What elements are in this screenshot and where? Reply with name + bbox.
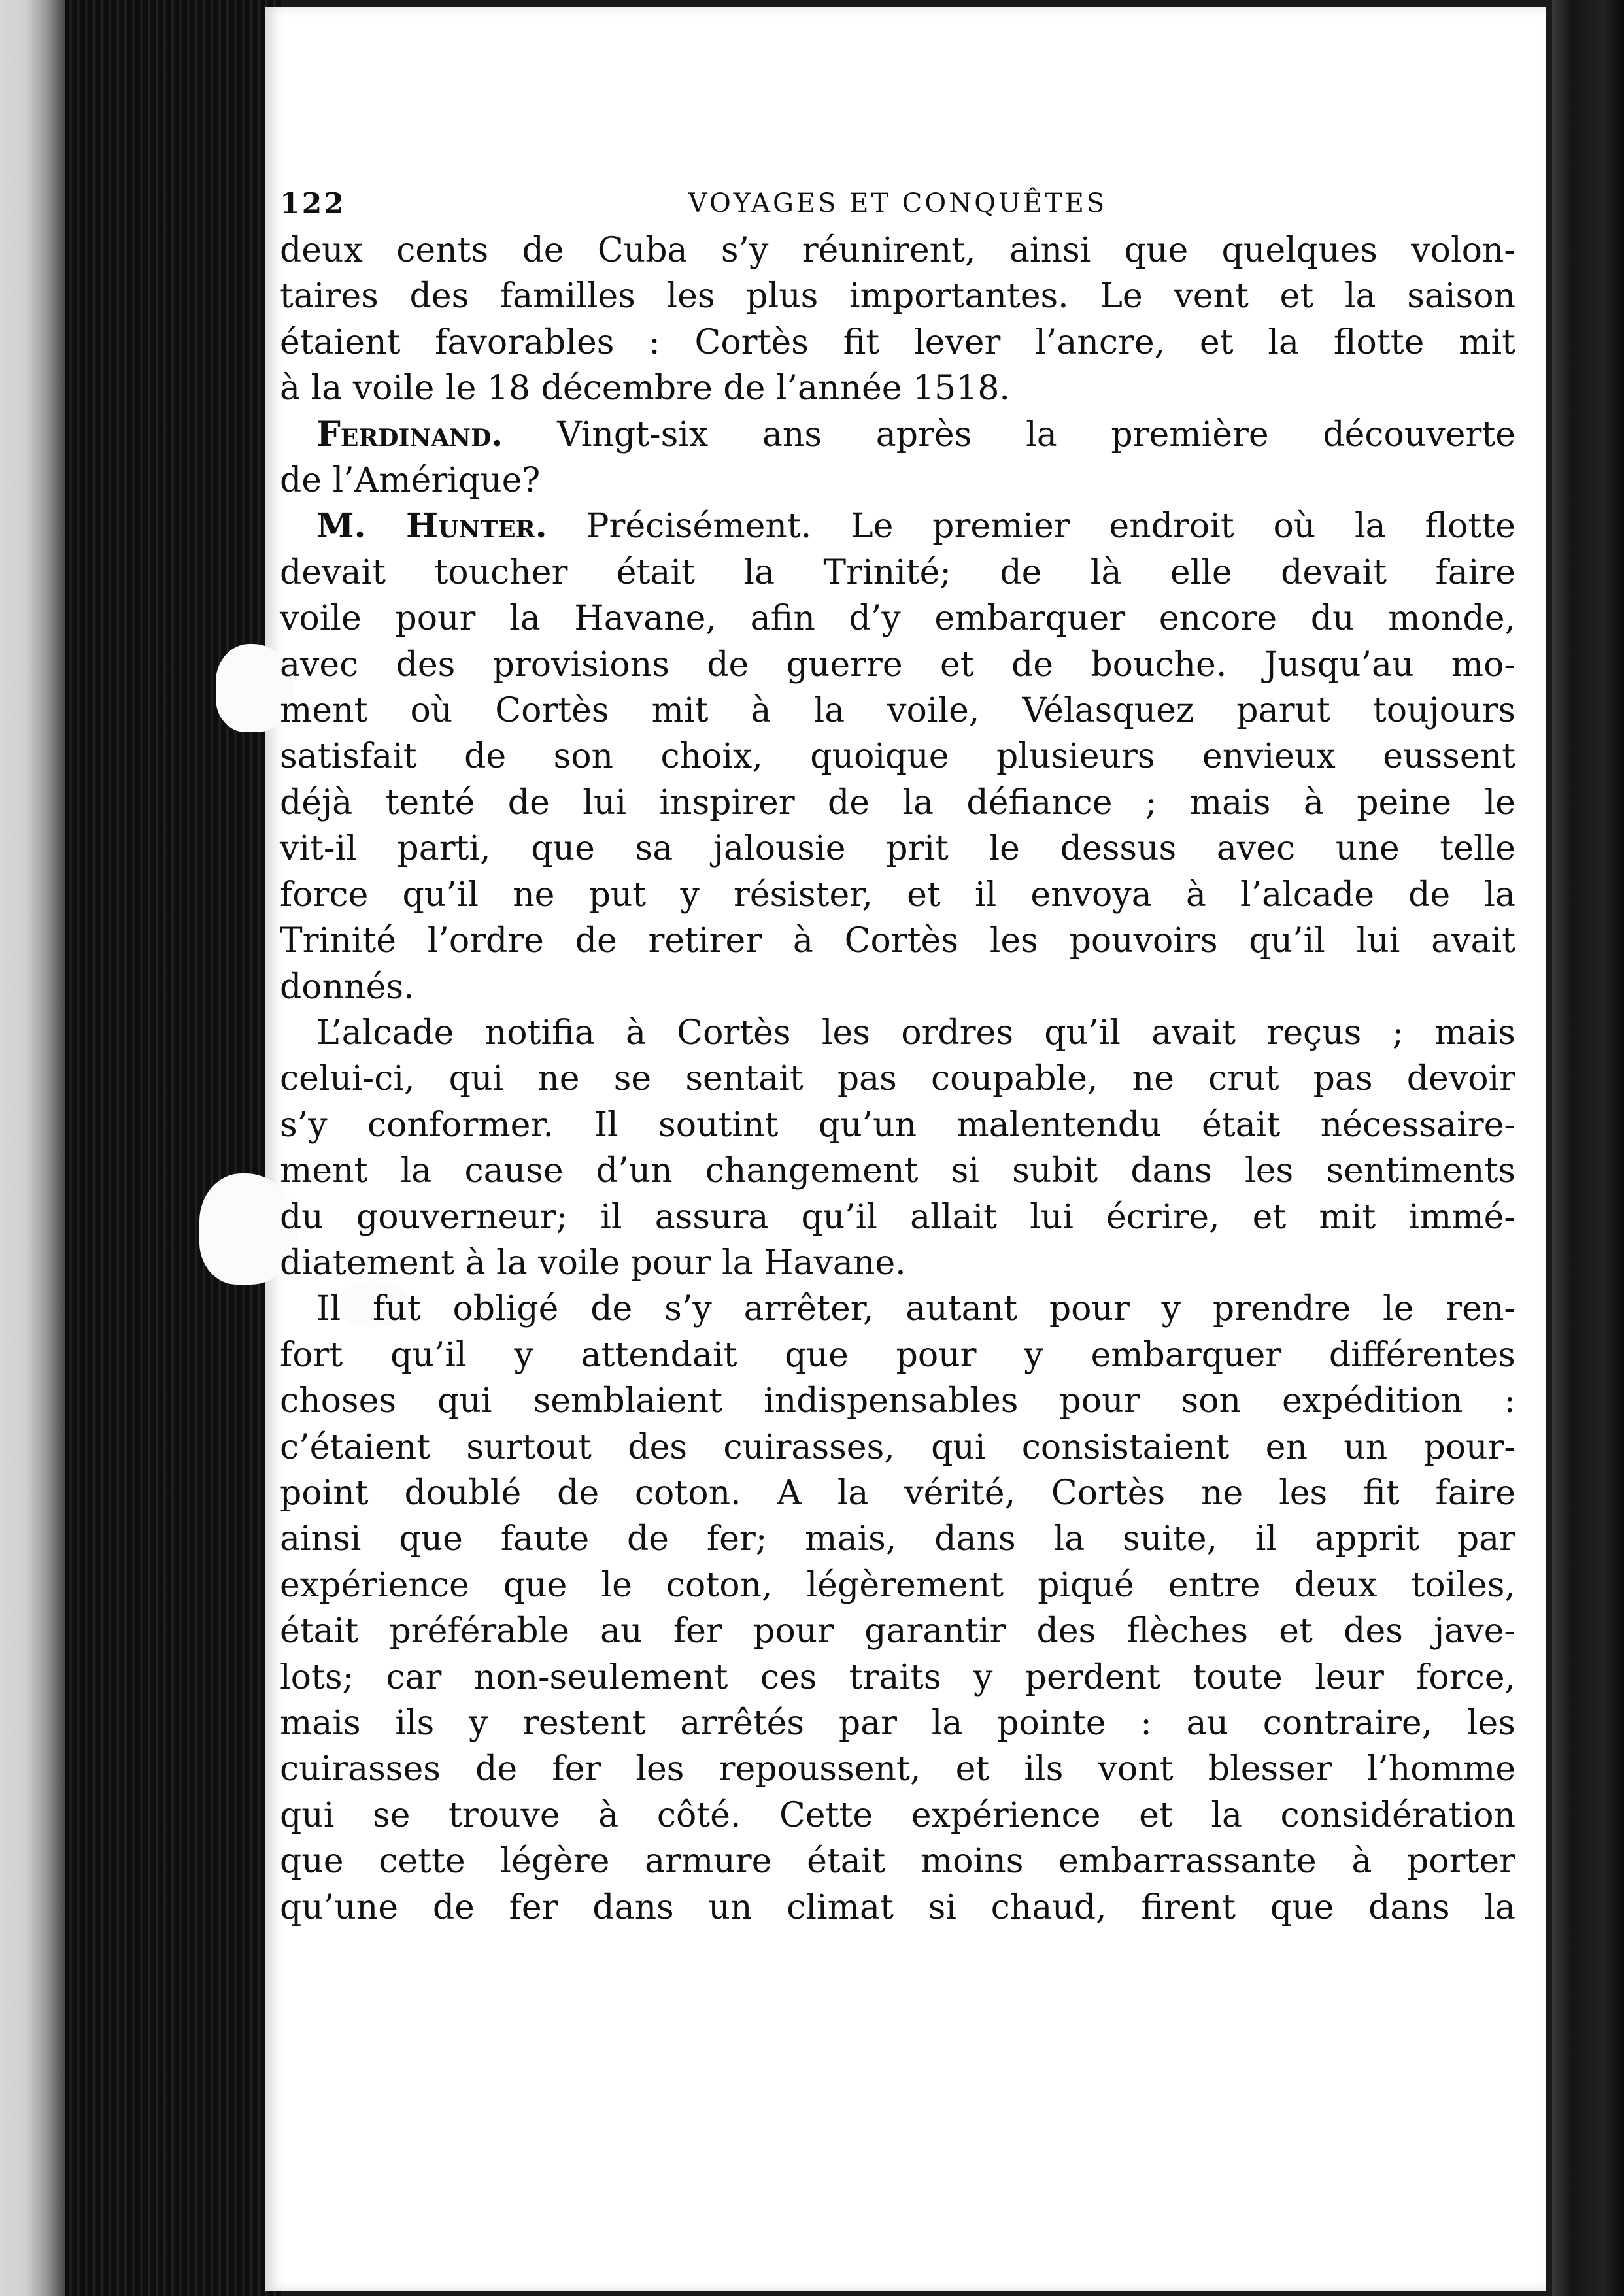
text-run: Précisément. Le premier endroit où la flotte bbox=[547, 507, 1515, 547]
text-line: qui se trouve à côté. Cette expérience et la considération bbox=[280, 1795, 1515, 1835]
text-line: était préférable au fer pour garantir des flèches et des jave- bbox=[280, 1612, 1515, 1651]
text-line: Trinité l’ordre de retirer à Cortès les pouvoirs qu’il lui avait bbox=[280, 921, 1515, 961]
text-line: donnés. bbox=[280, 967, 414, 1007]
text-line: à la voile le 18 décembre de l’année 1518. bbox=[280, 369, 1010, 409]
paragraph bbox=[280, 1010, 1515, 1286]
text-line: de l’Amérique? bbox=[280, 461, 541, 501]
paragraph bbox=[280, 503, 1515, 1009]
text-line bbox=[280, 412, 1515, 458]
paragraph bbox=[280, 228, 1515, 412]
text-line: point doublé de coton. A la vérité, Cortès ne les fit faire bbox=[280, 1473, 1515, 1513]
text-line: mais ils y restent arrêtés par la pointe : au contraire, les bbox=[280, 1704, 1515, 1743]
text-line: ainsi que faute de fer; mais, dans la suite, il apprit par bbox=[280, 1519, 1515, 1559]
text-line: deux cents de Cuba s’y réunirent, ainsi que quelques volon- bbox=[280, 231, 1515, 270]
text-line: lots; car non-seulement ces traits y perdent toute leur force, bbox=[280, 1657, 1515, 1697]
text-line: que cette légère armure était moins embarrassante à porter bbox=[280, 1842, 1515, 1882]
book-right-edge bbox=[1552, 0, 1624, 2296]
text-line: du gouverneur; il assura qu’il allait lui écrire, et mit immé- bbox=[280, 1197, 1515, 1237]
page-number: 122 bbox=[280, 187, 346, 220]
text-line: L’alcade notifia à Cortès les ordres qu’il avait reçus ; mais bbox=[316, 1013, 1515, 1053]
page-edges bbox=[65, 0, 281, 2296]
speaker-name: M. Hunter. bbox=[316, 506, 547, 547]
text-line: taires des familles les plus importantes. Le vent et la saison bbox=[280, 277, 1515, 316]
text-line: étaient favorables : Cortès fit lever l’ancre, et la flotte mit bbox=[280, 322, 1515, 362]
text-line: ment où Cortès mit à la voile, Vélasquez parut toujours bbox=[280, 691, 1515, 731]
text-line: choses qui semblaient indispensables pour son expédition : bbox=[280, 1381, 1515, 1421]
text-line: qu’une de fer dans un climat si chaud, firent que dans la bbox=[280, 1887, 1515, 1927]
text-line: devait toucher était la Trinité; de là elle devait faire bbox=[280, 552, 1515, 592]
text-line: s’y conformer. Il soutint qu’un malentendu était nécessaire- bbox=[280, 1105, 1515, 1145]
paragraph bbox=[280, 1286, 1515, 1931]
text-line: diatement à la voile pour la Havane. bbox=[280, 1243, 906, 1283]
text-line: déjà tenté de lui inspirer de la défiance ; mais à peine le bbox=[280, 783, 1515, 822]
text-line: ment la cause d’un changement si subit dans les sentiments bbox=[280, 1151, 1515, 1191]
text-line: force qu’il ne put y résister, et il envoya à l’alcade de la bbox=[280, 875, 1515, 915]
page-text bbox=[280, 178, 1515, 1931]
text-line: celui-ci, qui ne se sentait pas coupable, ne crut pas devoir bbox=[280, 1059, 1515, 1099]
text-run: Vingt-six ans après la première découverte bbox=[503, 414, 1515, 454]
text-line: vit-il parti, que sa jalousie prit le dessus avec une telle bbox=[280, 829, 1515, 869]
text-line: voile pour la Havane, afin d’y embarquer encore du monde, bbox=[280, 599, 1515, 639]
text-line: satisfait de son choix, quoique plusieurs envieux eussent bbox=[280, 737, 1515, 777]
text-line bbox=[280, 503, 1515, 549]
paragraph bbox=[280, 412, 1515, 504]
speaker-name: Ferdinand. bbox=[316, 414, 503, 454]
text-line: expérience que le coton, légèrement piqué entre deux toiles, bbox=[280, 1565, 1515, 1605]
text-line: avec des provisions de guerre et de bouche. Jusqu’au mo- bbox=[280, 645, 1515, 684]
text-line: cuirasses de fer les repoussent, et ils vont blesser l’homme bbox=[280, 1749, 1515, 1789]
running-head bbox=[280, 178, 1515, 228]
running-title: VOYAGES ET CONQUÊTES bbox=[688, 188, 1108, 218]
text-line: fort qu’il y attendait que pour y embarquer différentes bbox=[280, 1335, 1515, 1375]
text-line: Il fut obligé de s’y arrêter, autant pour y prendre le ren- bbox=[316, 1289, 1515, 1329]
text-line: c’étaient surtout des cuirasses, qui consistaient en un pour- bbox=[280, 1427, 1515, 1467]
